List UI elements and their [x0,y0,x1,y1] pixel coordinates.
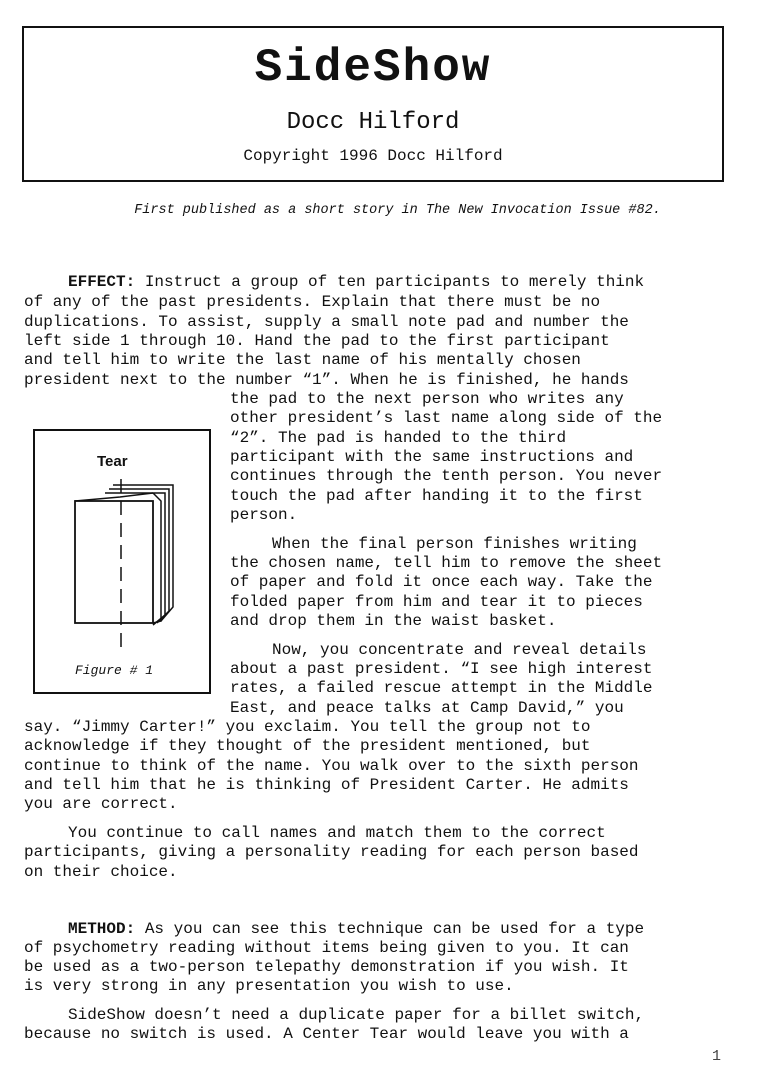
author-name: Docc Hilford [286,109,460,136]
effect-line: left side 1 through 10. Hand the pad to the first participant [24,332,610,350]
paper-front [75,501,153,623]
publication-note: First published as a short story in The New Invocation Issue #82. [134,203,661,218]
effect-para4-line: participants, giving a personality reading for each person based [24,843,639,861]
effect-wrap-line: continues through the tenth person. You never [230,467,663,485]
effect-wrap-line: touch the pad after handing it to the first [230,487,643,505]
method-label: METHOD: [68,920,136,938]
document-title: SideShow [254,42,492,94]
effect-wrap-line: “2”. The pad is handed to the third [230,429,567,447]
effect-para3-full-line: you are correct. [24,795,178,813]
method-first-line [68,919,644,939]
effect-line: duplications. To assist, supply a small note pad and number the [24,313,629,331]
effect-wrap-line: person. [230,506,298,524]
figure-box [33,429,211,694]
method-para2-line: SideShow doesn’t need a duplicate paper for a billet switch, [68,1006,645,1024]
effect-para3-full-line: continue to think of the name. You walk over to the sixth person [24,757,639,775]
effect-wrap-line: participant with the same instructions and [230,448,634,466]
copyright-notice: Copyright 1996 Docc Hilford [243,147,503,165]
effect-para2-line: and drop them in the waist basket. [230,612,557,630]
effect-label: EFFECT: [68,273,136,291]
method-line: be used as a two-person telepathy demonstration if you wish. It [24,958,629,976]
method-line: is very strong in any presentation you wish to use. [24,977,514,995]
effect-para3-line: rates, a failed rescue attempt in the Middle [230,679,653,697]
method-line: of psychometry reading without items being given to you. It can [24,939,629,957]
effect-para2-line: the chosen name, tell him to remove the sheet [230,554,663,572]
figure-caption: Figure # 1 [75,663,154,678]
effect-wrap-line: other president’s last name along side of the [230,409,663,427]
effect-line: Instruct a group of ten participants to merely think [135,273,645,291]
effect-wrap-line: the pad to the next person who writes any [230,390,624,408]
effect-para2-line: folded paper from him and tear it to pieces [230,593,643,611]
paper-top-edge [75,493,153,501]
effect-para3-full-line: and tell him that he is thinking of President Carter. He admits [24,776,629,794]
effect-para3-line: Now, you concentrate and reveal details [272,641,647,659]
folded-paper-illustration [65,471,185,651]
effect-para3-line: about a past president. “I see high interest [230,660,653,678]
title-box [22,26,724,182]
effect-line: president next to the number “1”. When he is finished, he hands [24,371,629,389]
figure-tear-label: Tear [97,453,128,470]
paper-fold-edge [153,493,161,623]
effect-para3-line: East, and peace talks at Camp David,” you [230,699,624,717]
method-para2-line: because no switch is used. A Center Tear would leave you with a [24,1025,629,1043]
effect-para4-line: on their choice. [24,863,178,881]
effect-para2-line: When the final person finishes writing [272,535,637,553]
effect-para2-line: of paper and fold it once each way. Take the [230,573,653,591]
effect-line: of any of the past presidents. Explain that there must be no [24,293,601,311]
effect-line: and tell him to write the last name of his mentally chosen [24,351,581,369]
method-line: As you can see this technique can be used for a type [135,920,645,938]
effect-para4-line: You continue to call names and match them to the correct [68,824,606,842]
effect-para3-full-line: acknowledge if they thought of the president mentioned, but [24,737,591,755]
effect-para3-full-line: say. “Jimmy Carter!” you exclaim. You tell the group not to [24,718,591,736]
page-number: 1 [712,1048,722,1065]
effect-first-line [68,272,644,292]
